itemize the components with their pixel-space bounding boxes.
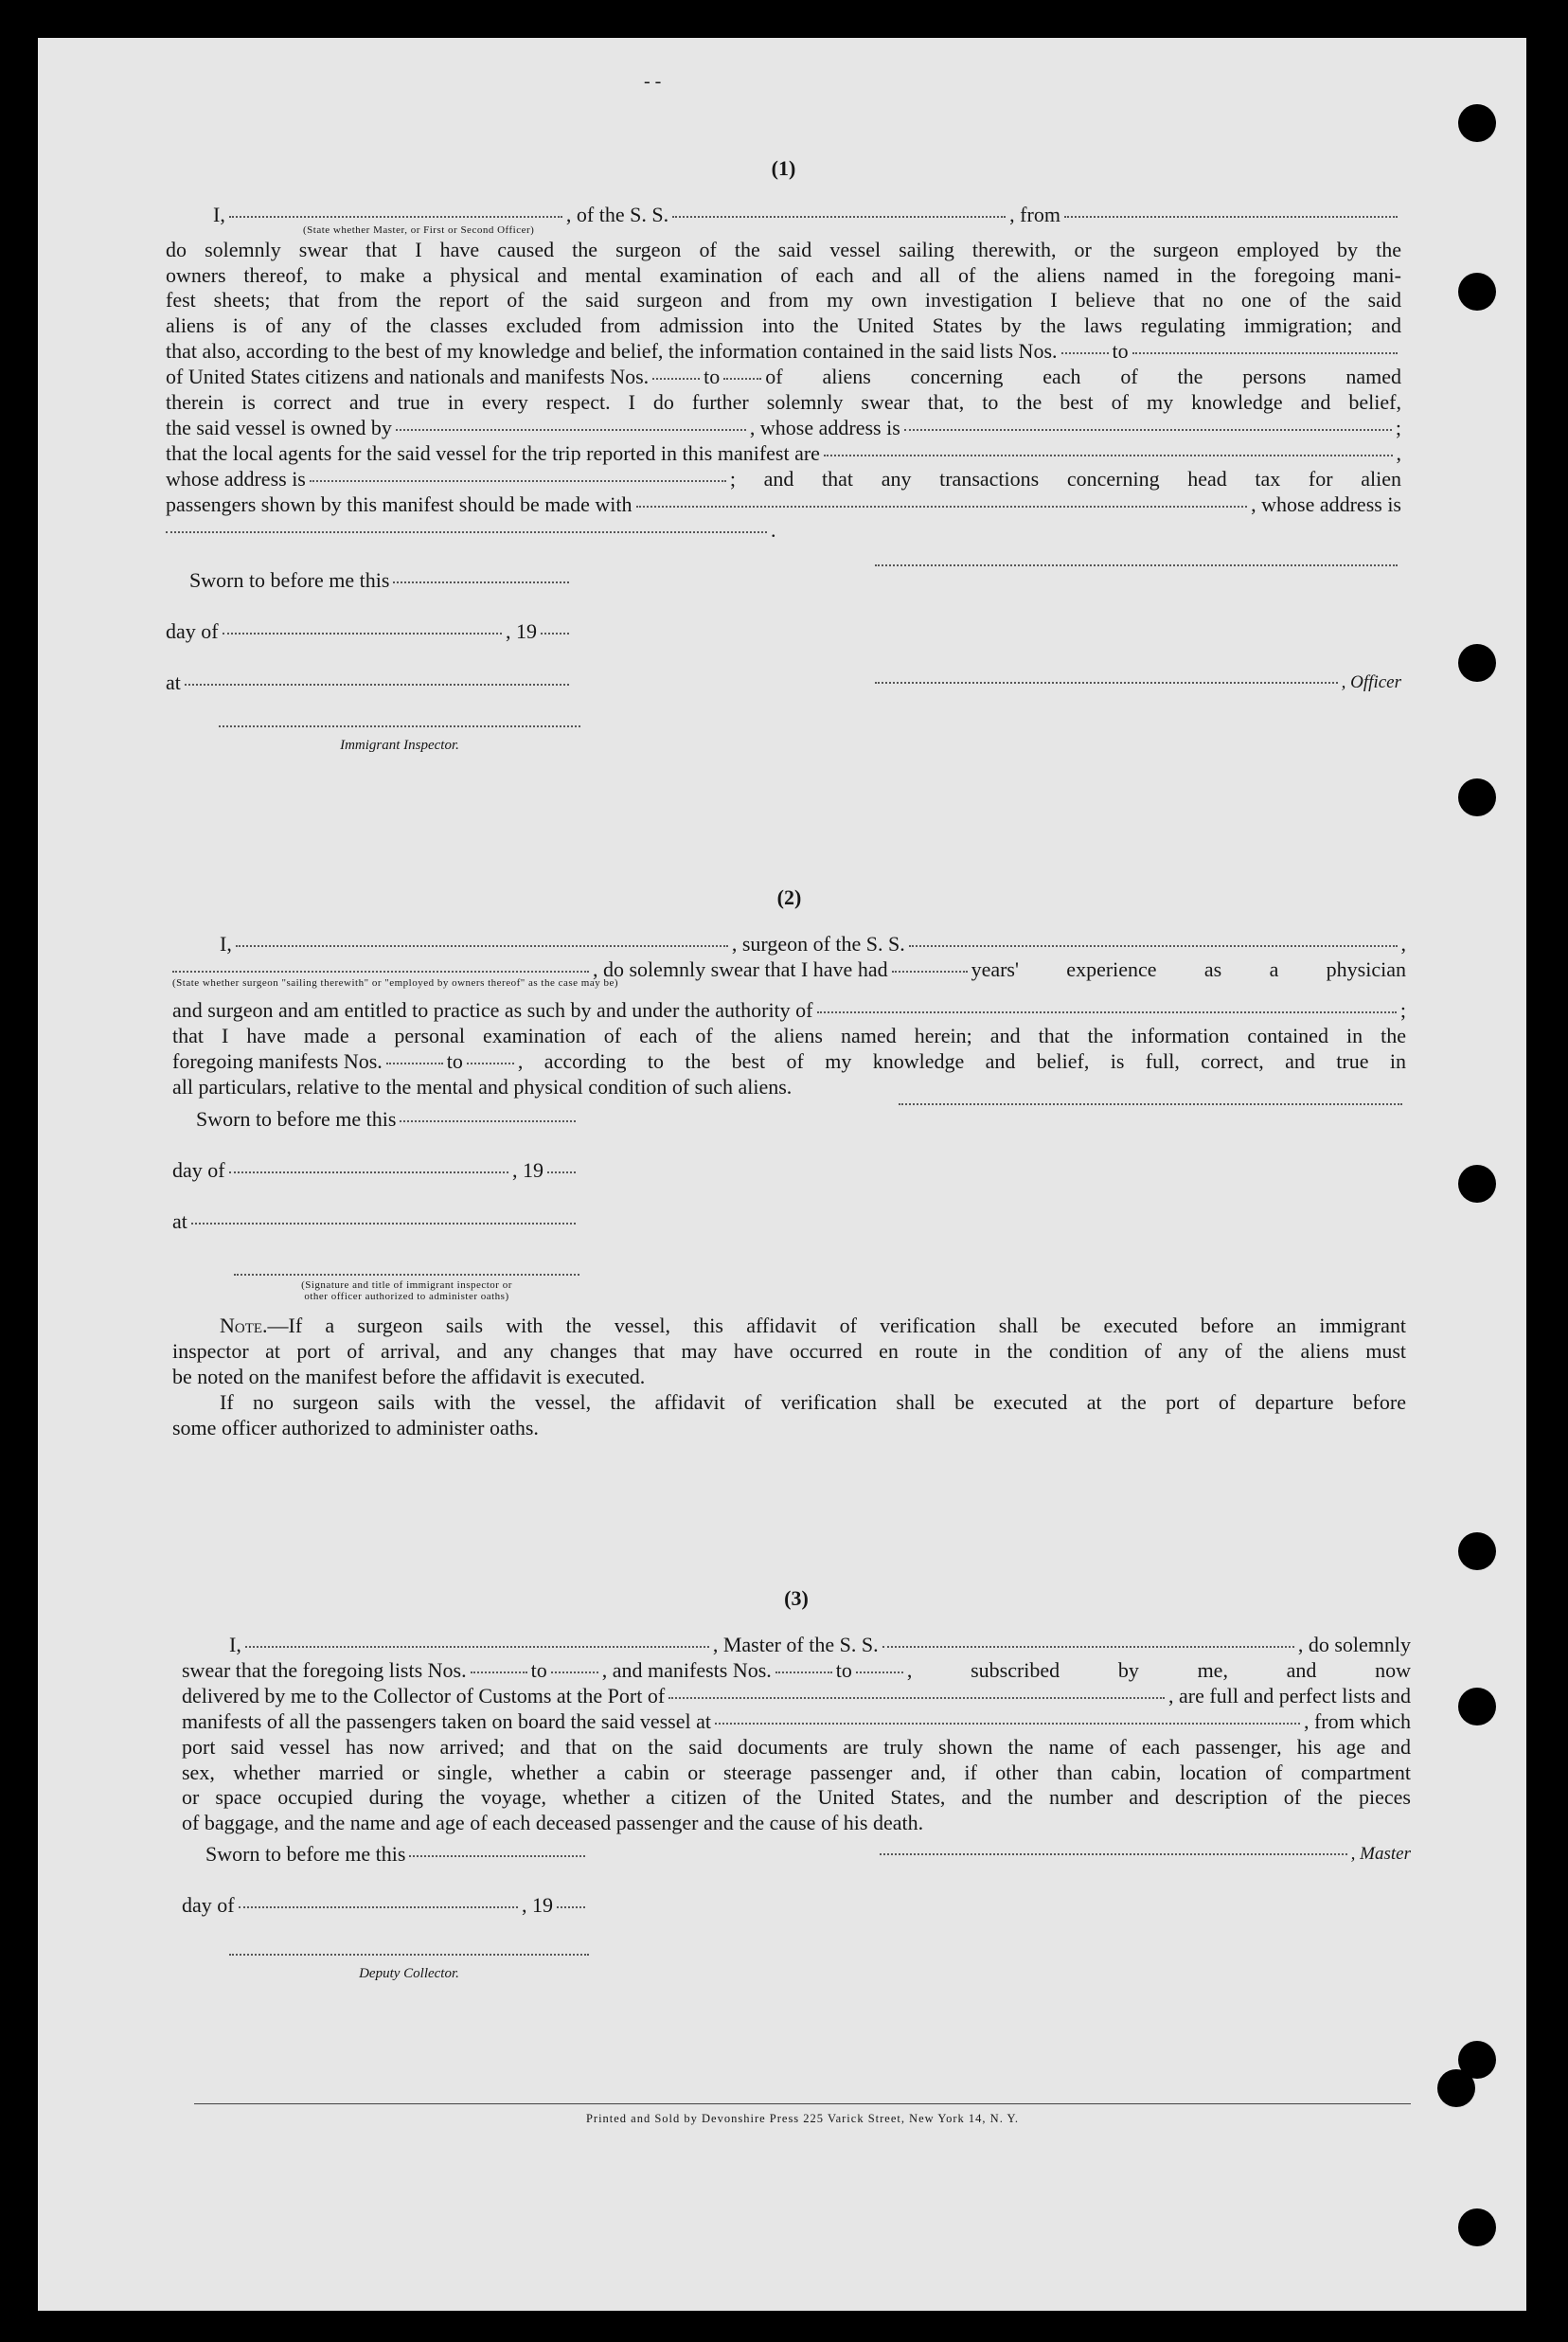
section-number: (2) <box>776 885 802 909</box>
collector-signature-field[interactable] <box>229 1954 589 1956</box>
punch-hole <box>1458 1688 1496 1725</box>
jurat-block: Sworn to before me this day of , 19 Deputy Collector. , Master <box>182 1842 1411 1987</box>
surgeon-name-field[interactable] <box>236 945 728 947</box>
declarant-line: I, , of the S. S. , from <box>166 203 1401 228</box>
sworn-year-field[interactable] <box>557 1906 585 1908</box>
section-number: (3) <box>784 1586 809 1610</box>
sworn-date-field[interactable] <box>393 581 569 583</box>
list-no-to-field[interactable] <box>1132 352 1398 354</box>
affidavit-section-2: (2) I, , surgeon of the S. S. , , do solemnly swear that I have had years' experience as a physician (State whether surgeon "sailing therewith" or "employed by owners thereof" as the case may be) and surgeon and am entitled to practice as such by and under the authority of ; that I have made a personal examination of each of the aliens named herein; and that the information contained in the foregoing manifests Nos. to , according to the best of my knowledge and belief, is full, correct, and true in all particulars, relative to the mental and physical condition of such aliens. Sworn to before me this day of , 19 at (Signature and title of immigrant inspector or other officer authorized to administer oaths) Note.—If a surgeon sails with the vessel, this affidavit of verification shall be executed before an immigrant inspector at port of arrival, and any changes that may have occurred en route in the condition of any of the aliens must be noted on the manifest before the affidavit is executed. If no surgeon sails with the vessel, the affidavit of verification shall be executed at the port of departure before some officer authorized to administer oaths. <box>172 885 1406 1439</box>
punch-hole <box>1458 273 1496 311</box>
vessel-field[interactable] <box>882 1646 1294 1648</box>
jurat-block: Sworn to before me this day of , 19 at Immigrant Inspector. , Officer <box>166 568 1401 759</box>
punch-hole <box>1437 2069 1475 2107</box>
jurat-block: Sworn to before me this day of , 19 at (Signature and title of immigrant inspector or other officer authorized to administer oaths) <box>172 1107 1406 1302</box>
inspector-signature-field[interactable] <box>219 725 580 727</box>
master-signature-field[interactable] <box>880 1853 1347 1855</box>
signature-caption: Immigrant Inspector. <box>340 737 459 753</box>
vessel-field[interactable] <box>909 945 1398 947</box>
affidavit-section-1 <box>166 156 1401 759</box>
document-page <box>38 38 1526 2311</box>
sworn-date-field[interactable] <box>409 1855 585 1857</box>
head-tax-address-field[interactable] <box>166 531 767 533</box>
agents-field[interactable] <box>824 455 1393 456</box>
top-mark: - - <box>644 71 662 92</box>
note: Note.—If a surgeon sails with the vessel, this affidavit of verification shall be executed before an immigrant inspector at port of arrival, and any changes that may have occurred en route in the condition of any of the aliens must be noted on the manifest before the affidavit is executed. If no surgeon sails with the vessel, the affidavit of verification shall be executed at the port of departure before some officer authorized to administer oaths. <box>172 1314 1406 1439</box>
manifest-no-from-field[interactable] <box>775 1672 832 1673</box>
sworn-date-field[interactable] <box>400 1120 576 1122</box>
field-caption: (State whether Master, or First or Second Officer) <box>303 223 535 236</box>
master-name-field[interactable] <box>245 1646 709 1648</box>
list-no-to-field[interactable] <box>551 1672 598 1673</box>
punch-hole <box>1458 644 1496 682</box>
punch-hole <box>1458 1532 1496 1570</box>
list-no-from-field[interactable] <box>1061 352 1109 354</box>
punch-hole <box>1458 778 1496 816</box>
manifest-no-to-field[interactable] <box>856 1672 903 1673</box>
punch-hole <box>1458 104 1496 142</box>
manifest-no-from-field[interactable] <box>652 378 700 380</box>
sworn-month-field[interactable] <box>223 633 502 635</box>
head-tax-party-field[interactable] <box>636 506 1248 508</box>
punch-hole <box>1458 1165 1496 1203</box>
agents-address-field[interactable] <box>310 480 726 482</box>
sworn-month-field[interactable] <box>229 1171 508 1173</box>
officer-title-field[interactable] <box>875 682 1338 684</box>
owner-field[interactable] <box>396 429 746 431</box>
years-experience-field[interactable] <box>892 971 968 973</box>
name-field[interactable] <box>229 216 562 218</box>
manifest-no-to-field[interactable] <box>467 1063 514 1064</box>
printer-imprint: Printed and Sold by Devonshire Press 225 Varick Street, New York 14, N. Y. <box>194 2103 1411 2126</box>
owner-address-field[interactable] <box>904 429 1392 431</box>
vessel-field[interactable] <box>672 216 1006 218</box>
surgeon-signature-field[interactable] <box>899 1103 1402 1105</box>
from-port-field[interactable] <box>1064 216 1398 218</box>
punch-hole <box>1458 2208 1496 2246</box>
section-number: (1) <box>771 156 796 180</box>
sworn-year-field[interactable] <box>541 633 569 635</box>
sworn-year-field[interactable] <box>547 1171 576 1173</box>
signature-caption: Deputy Collector. <box>359 1965 459 1981</box>
oath-text: do solemnly swear that I have caused the surgeon of the said vessel sailing therewith, or the surgeon employed by the owners thereof, to make a physical and mental examination of each and all of the aliens named in the foregoing mani- fest sheets; that from the report of the said surgeon and from my own investigation I believe that no one of the said aliens is of any of the classes excluded from admission into the United States by the laws regulating immigration; and that also, according to the best of my knowledge and belief, the information contained in the said lists Nos. to of United States citizens and nationals and manifests Nos. to of aliens concerning each of the persons named therein is correct and true in every respect. I do further solemnly swear that, to the best of my knowledge and belief, the said vessel is owned by , whose address is ; that the local agents for the said vessel for the trip reported in this manifest are , whose address is ; and that any transactions concerning head tax for alien passengers shown by this manifest should be made with , whose address is . <box>166 237 1401 542</box>
sworn-month-field[interactable] <box>239 1906 518 1908</box>
sworn-place-field[interactable] <box>185 684 569 686</box>
signature-caption: (Signature and title of immigrant inspector or other officer authorized to administer oaths) <box>301 1279 512 1303</box>
officer-signature-field[interactable] <box>875 564 1398 566</box>
surgeon-status-field[interactable] <box>172 971 589 973</box>
manifest-no-to-field[interactable] <box>723 378 761 380</box>
field-caption: (State whether surgeon "sailing therewith" or "employed by owners thereof" as the case may be) <box>172 976 619 989</box>
manifest-no-from-field[interactable] <box>386 1063 443 1064</box>
list-no-from-field[interactable] <box>471 1672 527 1673</box>
port-field[interactable] <box>668 1697 1165 1699</box>
departure-port-field[interactable] <box>715 1723 1300 1725</box>
affidavit-section-3: (3) I, , Master of the S. S. , do solemnly swear that the foregoing lists Nos. to , and manifests Nos. to , subscribed by me, and now delivered by me to the Collector of Customs at the Port of , are full and perfect lists and manifests of all the passengers taken on board the said vessel at , from which port said vessel has now arrived; and that on the said documents are truly shown the name of each passenger, his age and sex, whether married or single, whether a cabin or steerage passenger and, if other than cabin, location of compartment or space occupied during the voyage, whether a citizen of the United States, and the number and description of the pieces of baggage, and the name and age of each deceased passenger and the cause of his death. Sworn to before me this day of , 19 Deputy Collector. , Master <box>182 1586 1411 1987</box>
sworn-place-field[interactable] <box>191 1223 576 1225</box>
inspector-signature-field[interactable] <box>234 1274 579 1276</box>
authority-field[interactable] <box>817 1011 1397 1013</box>
